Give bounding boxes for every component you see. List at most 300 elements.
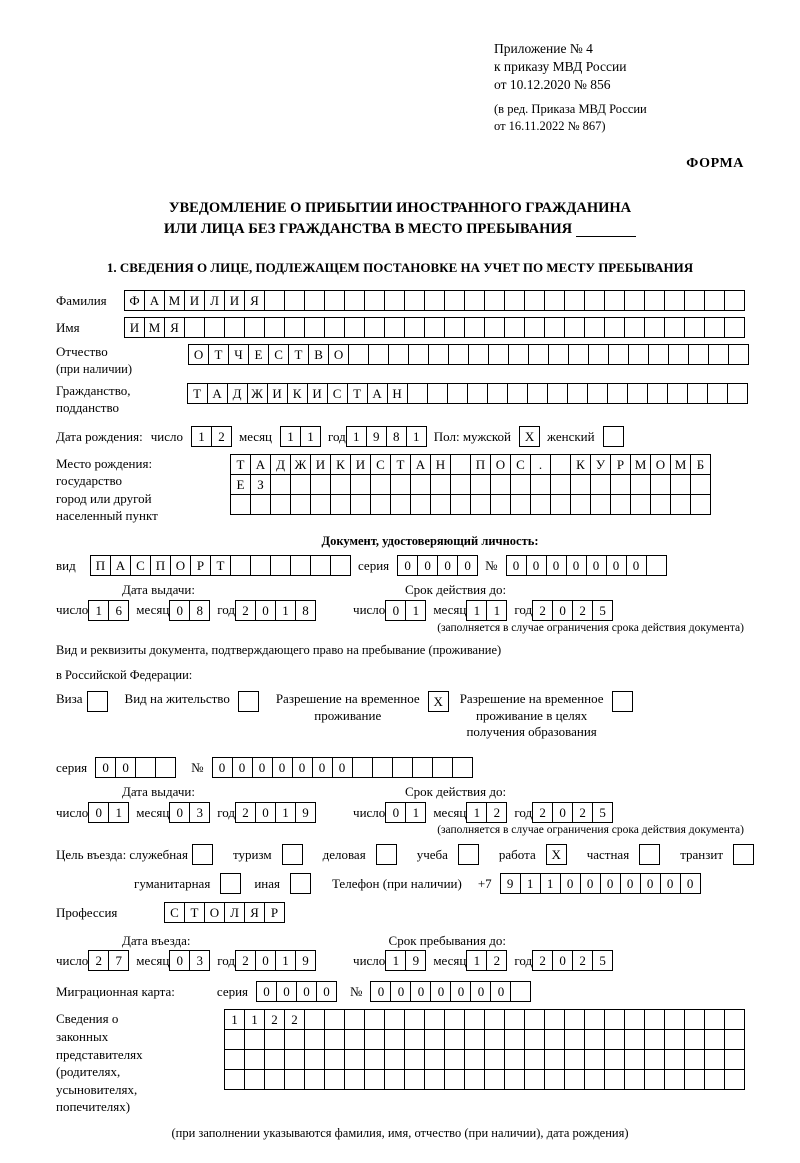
cell[interactable]: 2 [235, 950, 256, 971]
cell[interactable] [564, 1029, 585, 1050]
cell[interactable] [550, 474, 571, 495]
cell[interactable] [450, 474, 471, 495]
cell[interactable]: 2 [88, 950, 109, 971]
cell[interactable] [510, 981, 531, 1002]
cell[interactable] [548, 344, 569, 365]
cell[interactable]: 1 [540, 873, 561, 894]
cell[interactable]: 0 [546, 555, 567, 576]
cell[interactable]: У [590, 454, 611, 475]
cell[interactable]: 0 [255, 950, 276, 971]
stay-day-input[interactable] [385, 950, 425, 971]
cell[interactable] [364, 290, 385, 311]
cell[interactable] [250, 494, 271, 515]
cell[interactable] [448, 344, 469, 365]
cell[interactable]: Т [230, 454, 251, 475]
cell[interactable] [570, 494, 591, 515]
cell[interactable] [603, 426, 624, 447]
cell[interactable] [604, 1029, 625, 1050]
cell[interactable] [304, 317, 325, 338]
cell[interactable] [412, 757, 433, 778]
representatives-row-4[interactable] [224, 1069, 744, 1090]
cell[interactable]: 0 [600, 873, 621, 894]
cell[interactable]: . [530, 454, 551, 475]
cell[interactable] [384, 1049, 405, 1070]
cell[interactable] [87, 691, 108, 712]
cell[interactable]: 0 [169, 802, 190, 823]
cell[interactable]: К [287, 383, 308, 404]
cell[interactable] [427, 383, 448, 404]
cell[interactable]: Р [190, 555, 211, 576]
cell[interactable] [664, 1069, 685, 1090]
cell[interactable] [444, 1009, 465, 1030]
cell[interactable] [424, 1069, 445, 1090]
cell[interactable] [464, 1029, 485, 1050]
cell[interactable]: 2 [572, 950, 593, 971]
cell[interactable] [728, 344, 749, 365]
identity-issue-day-input[interactable] [88, 600, 128, 621]
cell[interactable] [624, 1029, 645, 1050]
cell[interactable] [290, 474, 311, 495]
entry-day-input[interactable] [88, 950, 128, 971]
cell[interactable]: 2 [486, 950, 507, 971]
cell[interactable] [584, 1069, 605, 1090]
cell[interactable] [504, 1069, 525, 1090]
cell[interactable] [650, 474, 671, 495]
cell[interactable]: Х [546, 844, 567, 865]
cell[interactable]: Н [387, 383, 408, 404]
identity-number-input[interactable] [506, 555, 666, 576]
cell[interactable] [524, 1029, 545, 1050]
cell[interactable]: Н [430, 454, 451, 475]
cell[interactable] [344, 1049, 365, 1070]
cell[interactable] [484, 1049, 505, 1070]
cell[interactable] [624, 1049, 645, 1070]
cell[interactable] [490, 474, 511, 495]
representatives-row-2[interactable] [224, 1029, 744, 1050]
cell[interactable] [684, 317, 705, 338]
cell[interactable]: С [510, 454, 531, 475]
cell[interactable] [458, 844, 479, 865]
cell[interactable] [352, 757, 373, 778]
cell[interactable]: А [367, 383, 388, 404]
cell[interactable] [390, 494, 411, 515]
cell[interactable] [424, 1009, 445, 1030]
cell[interactable] [624, 317, 645, 338]
cell[interactable] [568, 344, 589, 365]
cell[interactable]: Л [204, 290, 225, 311]
cell[interactable]: Т [288, 344, 309, 365]
cell[interactable] [690, 474, 711, 495]
cell[interactable]: 1 [108, 802, 129, 823]
cell[interactable]: Д [227, 383, 248, 404]
cell[interactable] [504, 290, 525, 311]
cell[interactable] [310, 555, 331, 576]
cell[interactable] [364, 1049, 385, 1070]
cell[interactable] [610, 474, 631, 495]
cell[interactable]: З [250, 474, 271, 495]
cell[interactable] [584, 1009, 605, 1030]
cell[interactable] [452, 757, 473, 778]
cell[interactable]: А [250, 454, 271, 475]
cell[interactable] [450, 494, 471, 515]
permit-edu-checkbox[interactable] [612, 691, 632, 712]
cell[interactable] [430, 494, 451, 515]
cell[interactable] [330, 494, 351, 515]
cell[interactable] [290, 873, 311, 894]
cell[interactable]: 8 [295, 600, 316, 621]
cell[interactable]: 1 [275, 950, 296, 971]
cell[interactable] [630, 474, 651, 495]
purpose-item-checkbox[interactable] [635, 844, 670, 865]
cell[interactable] [564, 1049, 585, 1070]
cell[interactable] [684, 1069, 705, 1090]
cell[interactable] [684, 1009, 705, 1030]
cell[interactable] [564, 1009, 585, 1030]
cell[interactable]: 0 [580, 873, 601, 894]
cell[interactable] [304, 1009, 325, 1030]
cell[interactable]: Б [690, 454, 711, 475]
cell[interactable] [370, 474, 391, 495]
cell[interactable]: 1 [486, 600, 507, 621]
cell[interactable]: 3 [189, 950, 210, 971]
cell[interactable] [588, 344, 609, 365]
cell[interactable] [464, 1009, 485, 1030]
cell[interactable] [664, 290, 685, 311]
cell[interactable] [644, 1029, 665, 1050]
cell[interactable] [590, 494, 611, 515]
profession-input[interactable] [164, 902, 284, 923]
purpose-item-checkbox[interactable] [729, 844, 764, 865]
cell[interactable]: 1 [346, 426, 367, 447]
cell[interactable]: 1 [406, 426, 427, 447]
cell[interactable]: Х [519, 426, 540, 447]
cell[interactable] [564, 1069, 585, 1090]
cell[interactable] [428, 344, 449, 365]
cell[interactable]: 0 [430, 981, 451, 1002]
cell[interactable]: 2 [532, 600, 553, 621]
cell[interactable] [684, 1029, 705, 1050]
cell[interactable]: 0 [566, 555, 587, 576]
cell[interactable] [570, 474, 591, 495]
cell[interactable] [724, 1029, 745, 1050]
cell[interactable] [384, 317, 405, 338]
cell[interactable]: 5 [592, 950, 613, 971]
identity-issue-year-input[interactable] [235, 600, 315, 621]
cell[interactable]: В [308, 344, 329, 365]
cell[interactable] [584, 1049, 605, 1070]
cell[interactable] [330, 555, 351, 576]
cell[interactable]: 1 [88, 600, 109, 621]
cell[interactable]: 1 [385, 950, 406, 971]
cell[interactable] [704, 1069, 725, 1090]
cell[interactable]: 0 [95, 757, 116, 778]
cell[interactable] [628, 344, 649, 365]
cell[interactable] [484, 290, 505, 311]
cell[interactable] [504, 1009, 525, 1030]
cell[interactable]: И [184, 290, 205, 311]
cell[interactable]: 0 [490, 981, 511, 1002]
cell[interactable] [604, 1049, 625, 1070]
cell[interactable] [410, 474, 431, 495]
cell[interactable] [447, 383, 468, 404]
cell[interactable] [224, 317, 245, 338]
permit-issue-day-input[interactable] [88, 802, 128, 823]
cell[interactable]: И [124, 317, 145, 338]
cell[interactable] [244, 1029, 265, 1050]
cell[interactable] [410, 494, 431, 515]
cell[interactable]: О [204, 902, 225, 923]
cell[interactable] [444, 317, 465, 338]
cell[interactable]: О [650, 454, 671, 475]
cell[interactable] [704, 317, 725, 338]
cell[interactable] [624, 1069, 645, 1090]
stay-year-input[interactable] [532, 950, 612, 971]
cell[interactable]: 2 [532, 802, 553, 823]
cell[interactable] [224, 1029, 245, 1050]
cell[interactable]: Т [347, 383, 368, 404]
cell[interactable] [424, 1049, 445, 1070]
cell[interactable] [733, 844, 754, 865]
cell[interactable] [404, 1049, 425, 1070]
cell[interactable]: 0 [470, 981, 491, 1002]
cell[interactable] [724, 290, 745, 311]
permit-residence-checkbox[interactable] [238, 691, 258, 712]
cell[interactable]: 1 [405, 600, 426, 621]
identity-series-input[interactable] [397, 555, 477, 576]
cell[interactable]: О [188, 344, 209, 365]
identity-valid-year-input[interactable] [532, 600, 612, 621]
cell[interactable] [264, 290, 285, 311]
cell[interactable] [244, 1049, 265, 1070]
cell[interactable]: 3 [189, 802, 210, 823]
cell[interactable] [344, 1029, 365, 1050]
cell[interactable] [668, 344, 689, 365]
cell[interactable] [587, 383, 608, 404]
cell[interactable] [290, 494, 311, 515]
cell[interactable]: 0 [255, 600, 276, 621]
cell[interactable]: 0 [292, 757, 313, 778]
cell[interactable] [584, 290, 605, 311]
cell[interactable]: Я [244, 290, 265, 311]
cell[interactable] [264, 1069, 285, 1090]
cell[interactable]: 9 [500, 873, 521, 894]
cell[interactable]: 1 [275, 600, 296, 621]
cell[interactable]: 0 [332, 757, 353, 778]
cell[interactable] [444, 1049, 465, 1070]
birth-day-input[interactable] [191, 426, 231, 447]
cell[interactable] [184, 317, 205, 338]
cell[interactable]: О [490, 454, 511, 475]
purpose-service-checkbox[interactable] [188, 844, 223, 865]
cell[interactable]: 0 [232, 757, 253, 778]
cell[interactable]: Я [164, 317, 185, 338]
permit-temp-checkbox[interactable] [428, 691, 448, 712]
cell[interactable] [527, 383, 548, 404]
cell[interactable] [567, 383, 588, 404]
cell[interactable] [670, 494, 691, 515]
cell[interactable]: 0 [255, 802, 276, 823]
cell[interactable]: С [370, 454, 391, 475]
cell[interactable] [324, 1009, 345, 1030]
cell[interactable] [444, 1069, 465, 1090]
cell[interactable] [224, 1049, 245, 1070]
permit-number-input[interactable] [212, 757, 472, 778]
cell[interactable] [544, 1029, 565, 1050]
cell[interactable] [627, 383, 648, 404]
cell[interactable] [408, 344, 429, 365]
cell[interactable] [704, 1029, 725, 1050]
cell[interactable]: С [130, 555, 151, 576]
cell[interactable]: 9 [366, 426, 387, 447]
cell[interactable]: А [144, 290, 165, 311]
birthplace-row-1[interactable] [230, 454, 710, 475]
cell[interactable] [284, 1029, 305, 1050]
cell[interactable]: 0 [660, 873, 681, 894]
cell[interactable]: 1 [300, 426, 321, 447]
cell[interactable]: 0 [640, 873, 661, 894]
cell[interactable] [270, 555, 291, 576]
cell[interactable]: 2 [211, 426, 232, 447]
permit-issue-year-input[interactable] [235, 802, 315, 823]
birth-year-input[interactable] [346, 426, 426, 447]
cell[interactable]: 1 [280, 426, 301, 447]
cell[interactable] [610, 494, 631, 515]
cell[interactable] [644, 317, 665, 338]
cell[interactable]: 2 [572, 802, 593, 823]
identity-valid-month-input[interactable] [466, 600, 506, 621]
cell[interactable] [644, 290, 665, 311]
cell[interactable]: Т [208, 344, 229, 365]
cell[interactable] [430, 474, 451, 495]
cell[interactable]: А [110, 555, 131, 576]
cell[interactable] [432, 757, 453, 778]
cell[interactable]: 2 [486, 802, 507, 823]
cell[interactable]: Т [390, 454, 411, 475]
cell[interactable] [376, 844, 397, 865]
permit-series-input[interactable] [95, 757, 175, 778]
cell[interactable] [230, 555, 251, 576]
cell[interactable] [344, 290, 365, 311]
cell[interactable] [646, 555, 667, 576]
cell[interactable] [282, 844, 303, 865]
cell[interactable] [444, 290, 465, 311]
birth-month-input[interactable] [280, 426, 320, 447]
cell[interactable]: М [164, 290, 185, 311]
cell[interactable]: Ч [228, 344, 249, 365]
cell[interactable] [220, 873, 241, 894]
cell[interactable]: 0 [526, 555, 547, 576]
cell[interactable] [490, 494, 511, 515]
migration-series-input[interactable] [256, 981, 336, 1002]
cell[interactable] [230, 494, 251, 515]
cell[interactable]: Л [224, 902, 245, 923]
cell[interactable] [404, 1009, 425, 1030]
cell[interactable]: 0 [680, 873, 701, 894]
cell[interactable]: А [410, 454, 431, 475]
stay-month-input[interactable] [466, 950, 506, 971]
cell[interactable] [524, 1069, 545, 1090]
cell[interactable] [404, 1069, 425, 1090]
cell[interactable] [404, 317, 425, 338]
cell[interactable] [604, 290, 625, 311]
cell[interactable] [270, 494, 291, 515]
cell[interactable]: 0 [88, 802, 109, 823]
cell[interactable]: Д [270, 454, 291, 475]
cell[interactable] [664, 1049, 685, 1070]
cell[interactable]: К [330, 454, 351, 475]
cell[interactable] [690, 494, 711, 515]
cell[interactable]: 0 [450, 981, 471, 1002]
cell[interactable] [524, 317, 545, 338]
phone-input[interactable] [500, 873, 700, 894]
cell[interactable] [510, 474, 531, 495]
cell[interactable] [504, 1049, 525, 1070]
cell[interactable]: Т [187, 383, 208, 404]
cell[interactable] [508, 344, 529, 365]
cell[interactable] [670, 474, 691, 495]
cell[interactable]: 5 [592, 802, 613, 823]
cell[interactable] [310, 494, 331, 515]
cell[interactable] [487, 383, 508, 404]
cell[interactable]: 0 [586, 555, 607, 576]
cell[interactable] [364, 1029, 385, 1050]
migration-number-input[interactable] [370, 981, 530, 1002]
cell[interactable] [470, 494, 491, 515]
cell[interactable] [630, 494, 651, 515]
cell[interactable]: 2 [572, 600, 593, 621]
cell[interactable]: 0 [390, 981, 411, 1002]
cell[interactable] [344, 1069, 365, 1090]
cell[interactable] [324, 1029, 345, 1050]
cell[interactable] [192, 844, 213, 865]
cell[interactable] [688, 344, 709, 365]
cell[interactable] [444, 1029, 465, 1050]
cell[interactable] [424, 317, 445, 338]
cell[interactable] [450, 454, 471, 475]
cell[interactable]: К [570, 454, 591, 475]
cell[interactable]: Р [264, 902, 285, 923]
cell[interactable]: 9 [295, 802, 316, 823]
cell[interactable]: М [144, 317, 165, 338]
cell[interactable] [324, 1069, 345, 1090]
cell[interactable] [284, 1049, 305, 1070]
cell[interactable] [484, 1009, 505, 1030]
cell[interactable]: 0 [296, 981, 317, 1002]
birthplace-row-2[interactable] [230, 474, 710, 495]
cell[interactable]: 0 [276, 981, 297, 1002]
cell[interactable] [284, 317, 305, 338]
cell[interactable] [684, 290, 705, 311]
cell[interactable] [384, 1009, 405, 1030]
cell[interactable] [264, 1029, 285, 1050]
cell[interactable]: 0 [552, 802, 573, 823]
cell[interactable] [528, 344, 549, 365]
cell[interactable]: 0 [457, 555, 478, 576]
cell[interactable] [547, 383, 568, 404]
cell[interactable]: А [207, 383, 228, 404]
cell[interactable]: 2 [264, 1009, 285, 1030]
cell[interactable]: 0 [552, 950, 573, 971]
patronymic-input[interactable] [188, 344, 748, 365]
cell[interactable]: 9 [295, 950, 316, 971]
cell[interactable]: С [164, 902, 185, 923]
cell[interactable] [368, 344, 389, 365]
cell[interactable]: 1 [191, 426, 212, 447]
cell[interactable] [384, 290, 405, 311]
cell[interactable] [664, 1029, 685, 1050]
cell[interactable] [684, 1049, 705, 1070]
cell[interactable]: Р [610, 454, 631, 475]
